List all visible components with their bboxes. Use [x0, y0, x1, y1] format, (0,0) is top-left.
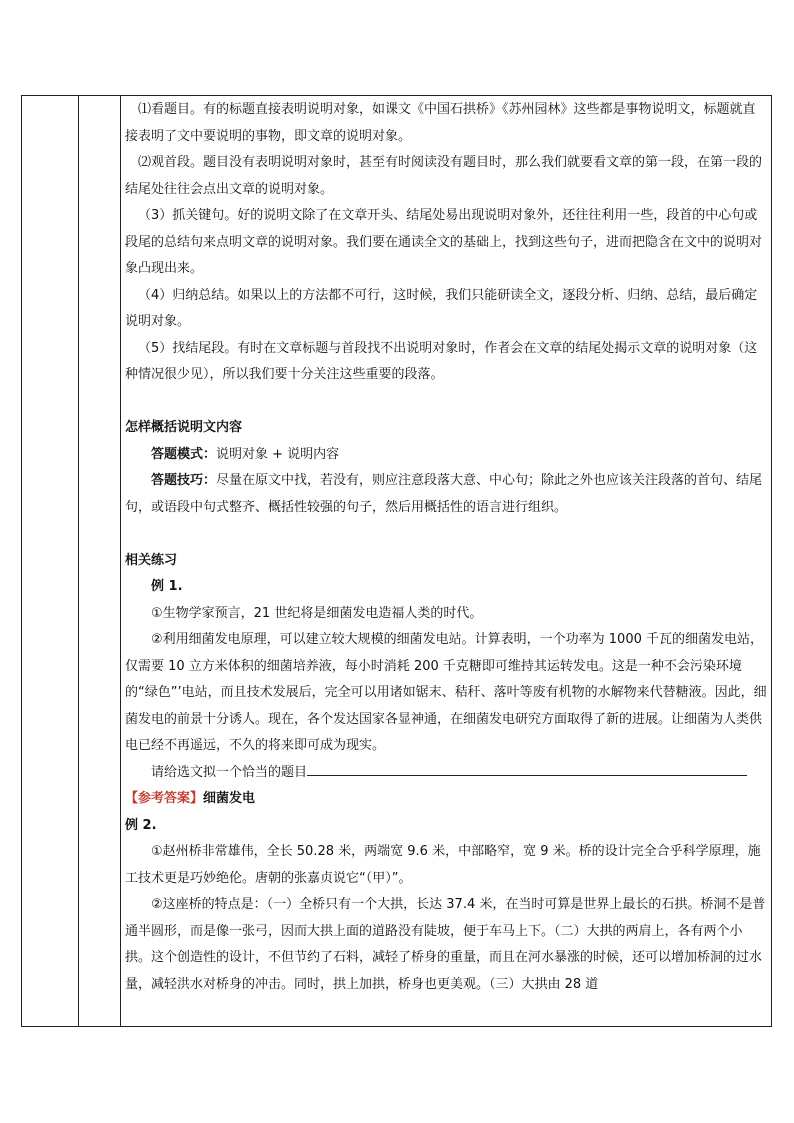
- example-1-paragraph-1: ①生物学家预言，21 世纪将是细菌发电造福人类的时代。: [151, 605, 483, 621]
- example-2-paragraph-1: ①赵州桥非常雄伟，全长 50.28 米，两端宽 9.6 米，中部略窄，宽 9 米。桥的设计完全合乎科学原理，施工技术更是巧妙绝伦。唐朝的张嘉贞说它“（甲）”。: [125, 844, 761, 886]
- answer-mode: [125, 442, 767, 469]
- answer-skill-label: 答题技巧：: [151, 473, 217, 488]
- summary-heading: 怎样概括说明文内容: [125, 420, 243, 435]
- method-1: ⑴看题目。有的标题直接表明说明对象，如课文《中国石拱桥》《苏州园林》这些都是事物说明文，标题就直接表明了文中要说明的事物，即文章的说明对象。: [125, 102, 756, 144]
- reference-answer-text: 细菌发电: [203, 791, 256, 806]
- content-cell: [125, 97, 767, 998]
- method-5: （5）找结尾段。有时在文章标题与首段找不出说明对象时，作者会在文章的结尾处揭示文章的说明对象（这种情况很少见），所以我们要十分关注这些重要的段落。: [125, 340, 758, 382]
- method-2: ⑵观首段。题目没有表明说明对象时，甚至有时阅读没有题目时，那么我们就要看文章的第一段，在第一段的结尾处往往会点出文章的说明对象。: [125, 155, 763, 197]
- method-3: （3）抓关键句。好的说明文除了在文章开头、结尾处易出现说明对象外，还往往利用一些，段首的中心句或段尾的总结句来点明文章的说明对象。我们要在通读全文的基础上，找到这些句子，进而把隐含在文中的说明对象凸现出来。: [125, 208, 763, 276]
- column-divider-2: [120, 96, 121, 1026]
- answer-mode-label: 答题模式：: [151, 446, 217, 462]
- column-divider-1: [78, 96, 79, 1026]
- answer-mode-text: 说明对象 + 说明内容: [216, 446, 340, 462]
- example-1-question: [125, 760, 767, 787]
- reference-answer: [125, 786, 767, 813]
- answer-blank: [307, 761, 747, 776]
- reference-answer-tag: 【参考答案】: [125, 791, 204, 806]
- answer-skill-text: 尽量在原文中找，若没有，则应注意段落大意、中心句；除此之外也应该关注段落的首句、结尾句，或语段中句式整齐、概括性较强的句子，然后用概括性的语言进行组织。: [125, 473, 763, 515]
- example-2-paragraph-2: ②这座桥的特点是：（一）全桥只有一个大拱，长达 37.4 米，在当时可算是世界上最长的石拱。桥洞不是普通半圆形，而是像一张弓，因而大拱上面的道路没有陡坡，便于车马上下。（二）大拱的两肩上，各有两个小拱。这个创造性的设计，不但节约了石料，减轻了桥身的重量，而且在河水暴涨的时候，还可以增加桥洞的过水量，减轻洪水对桥身的冲击。同时，拱上加拱，桥身也更美观。（三）大拱由 28 道: [125, 897, 766, 992]
- example-2-label: 例 2.: [125, 817, 157, 833]
- method-4: （4）归纳总结。如果以上的方法都不可行，这时候，我们只能研读全文，逐段分析、归纳、总结，最后确定说明对象。: [125, 287, 758, 329]
- practice-heading: 相关练习: [125, 552, 178, 568]
- answer-skill: [125, 468, 767, 521]
- example-1-paragraph-2: ②利用细菌发电原理，可以建立较大规模的细菌发电站。计算表明，一个功率为 1000 千瓦的细菌发电站，仅需要 10 立方米体积的细菌培养液，每小时消耗 200 千克糖即可维持其运转发电。这是一种不会污染环境的“绿色”’电站，而且技术发展后，完全可以用诸如锯末、秸秆、落叶等废有机物的水解物来代替糖液。因此，细菌发电的前景十分诱人。现在，各个发达国家各显神通，在细菌发电研究方面取得了新的进展。让细菌为人类供电已经不再遥远，不久的将来即可成为现实。: [125, 632, 767, 753]
- example-1-question-text: 请给选文拟一个恰当的题目: [151, 764, 308, 780]
- example-1-label: 例 1.: [151, 579, 183, 594]
